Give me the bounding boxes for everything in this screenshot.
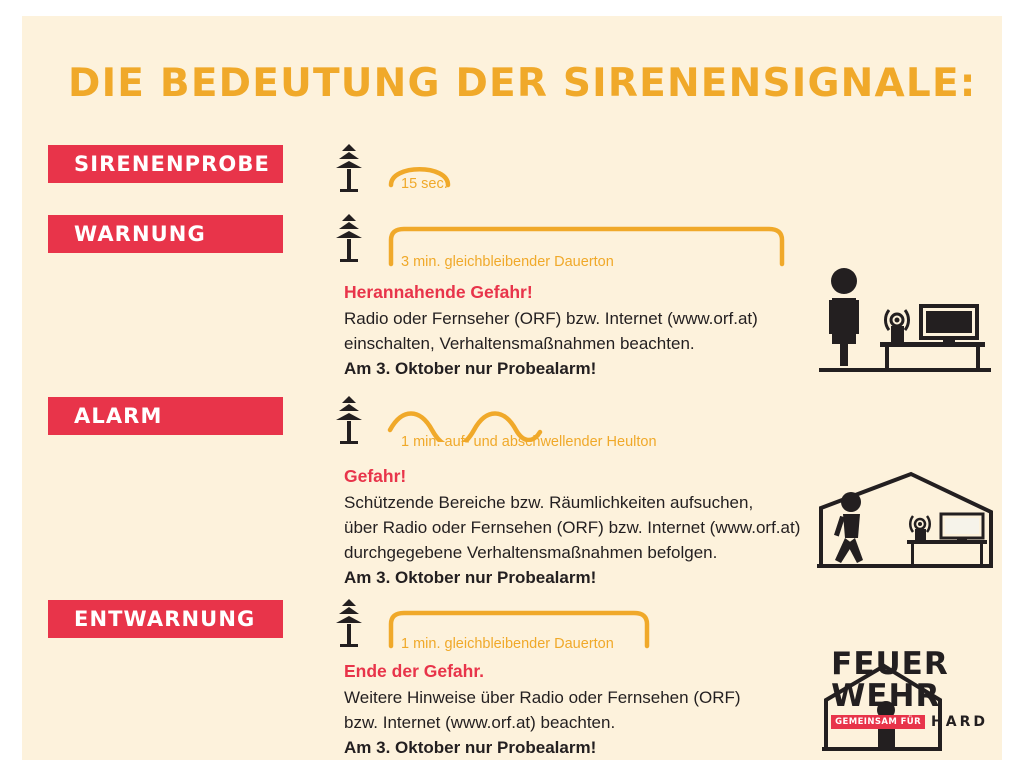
siren-icon (332, 214, 366, 262)
tone-label-entwarnung: 1 min. gleichbleibender Dauerton (401, 636, 614, 652)
badge-entwarnung: ENTWARNUNG (48, 600, 283, 638)
illustration-person-entering-house (815, 456, 995, 578)
badge-warnung: WARNUNG (48, 215, 283, 253)
poster-canvas (22, 16, 1002, 760)
body-line: Schützende Bereiche bzw. Räumlichkeiten aufsuchen, (344, 493, 754, 512)
badge-alarm: ALARM (48, 397, 283, 435)
logo-feuerwehr-hard (778, 642, 988, 752)
body-line: über Radio oder Fernsehen (ORF) bzw. Internet (www.orf.at) (344, 518, 801, 537)
body-line: bzw. Internet (www.orf.at) beachten. (344, 713, 616, 732)
logo-city: HARD (931, 714, 988, 730)
body-line: Radio oder Fernseher (ORF) bzw. Internet (www.orf.at) (344, 309, 758, 328)
logo-line-1: FEUER (831, 646, 949, 682)
badge-sirenenprobe: SIRENENPROBE (48, 145, 283, 183)
body-line-emphasis: Am 3. Oktober nur Probealarm! (344, 359, 597, 378)
text-block-warnung (344, 282, 814, 381)
siren-icon (332, 144, 366, 192)
body-line: Weitere Hinweise über Radio oder Fernsehen (ORF) (344, 688, 741, 707)
logo-tagline: GEMEINSAM FÜR (831, 715, 925, 729)
body-line-emphasis: Am 3. Oktober nur Probealarm! (344, 738, 597, 757)
siren-icon (332, 599, 366, 647)
heading-entwarnung: Ende der Gefahr. (344, 661, 485, 681)
page-title: DIE BEDEUTUNG DER SIRENENSIGNALE: (68, 61, 977, 106)
body-line: durchgegebene Verhaltensmaßnahmen befolgen. (344, 543, 718, 562)
illustration-person-at-desk (817, 264, 995, 380)
text-block-entwarnung (344, 661, 814, 760)
tone-label-sirenenprobe: 15 sec. (401, 176, 448, 192)
heading-warnung: Herannahende Gefahr! (344, 282, 533, 302)
tone-label-warnung: 3 min. gleichbleibender Dauerton (401, 254, 614, 270)
text-block-alarm (344, 466, 814, 590)
tone-label-alarm: 1 min. auf- und abschwellender Heulton (401, 434, 657, 450)
body-line-emphasis: Am 3. Oktober nur Probealarm! (344, 568, 597, 587)
body-line: einschalten, Verhaltensmaßnahmen beachten. (344, 334, 695, 353)
siren-icon (332, 396, 366, 444)
logo-line-2: WEHR (831, 678, 941, 714)
heading-alarm: Gefahr! (344, 466, 407, 486)
